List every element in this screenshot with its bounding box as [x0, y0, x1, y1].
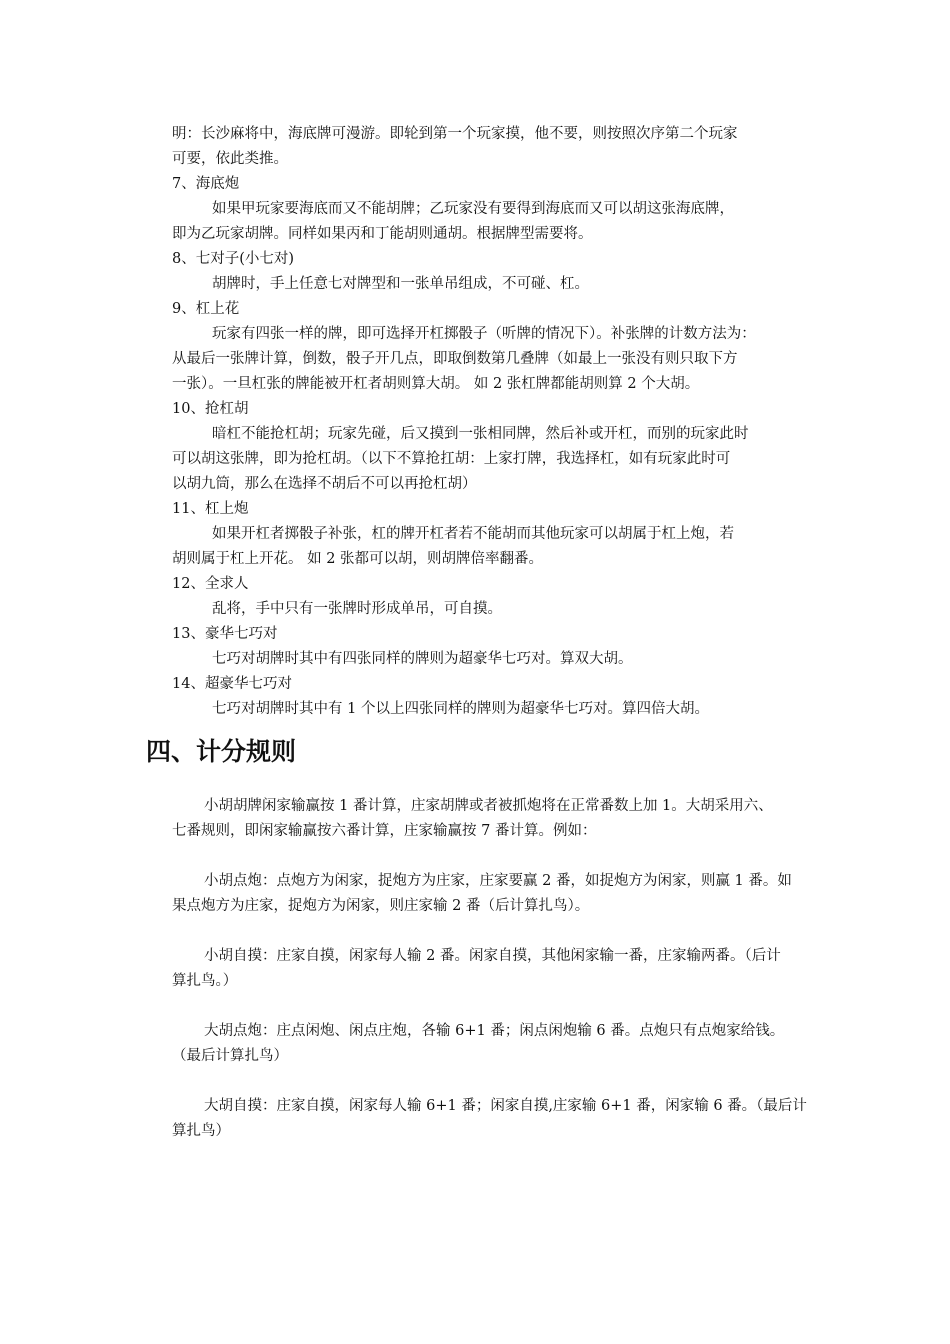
rule-title-11: 11、杠上炮 — [172, 501, 249, 517]
rule-title-8: 8、七对子(小七对) — [172, 251, 295, 267]
rule-title-14: 14、超豪华七巧对 — [172, 676, 292, 692]
scoring-para-5-line-1: 大胡自摸：庄家自摸，闲家每人输 6+1 番；闲家自摸,庄家输 6+1 番，闲家输 6 番。（最后计 — [204, 1098, 807, 1114]
scoring-para-2-line-2: 果点炮方为庄家，捉炮方为闲家，则庄家输 2 番（后计算扎鸟）。 — [172, 898, 590, 914]
scoring-para-5-line-2: 算扎鸟） — [172, 1123, 230, 1139]
scoring-para-4-line-2: （最后计算扎鸟） — [172, 1048, 288, 1064]
rule-text-9-line-1: 玩家有四张一样的牌，即可选择开杠掷骰子（听牌的情况下）。补张牌的计数方法为： — [212, 326, 756, 342]
rule-text-14-line-1: 七巧对胡牌时其中有 1 个以上四张同样的牌则为超豪华七巧对。算四倍大胡。 — [212, 701, 709, 717]
rule-text-11-line-2: 胡则属于杠上开花。 如 2 张都可以胡，则胡牌倍率翻番。 — [172, 551, 544, 567]
rule-text-10-line-2: 可以胡这张牌，即为抢杠胡。（以下不算抢扛胡：上家打牌，我选择杠，如有玩家此时可 — [172, 451, 731, 467]
rule-title-13: 13、豪华七巧对 — [172, 626, 278, 642]
scoring-para-2-line-1: 小胡点炮：点炮方为闲家，捉炮方为庄家，庄家要赢 2 番，如捉炮方为闲家，则赢 1 番。如 — [204, 873, 792, 889]
rule-text-11-line-1: 如果开杠者掷骰子补张，杠的牌开杠者若不能胡而其他玩家可以胡属于杠上炮，若 — [212, 526, 734, 542]
section-heading: 四、计分规则 — [146, 737, 297, 766]
intro-line-2: 可要，依此类推。 — [172, 151, 288, 167]
document-page — [146, 122, 812, 1144]
intro-line-1: 明：长沙麻将中，海底牌可漫游。即轮到第一个玩家摸，他不要，则按照次序第二个玩家 — [172, 126, 738, 142]
rule-title-9: 9、杠上花 — [172, 301, 240, 317]
scoring-para-4-line-1: 大胡点炮：庄点闲炮、闲点庄炮，各输 6+1 番；闲点闲炮输 6 番。点炮只有点炮家给钱。 — [204, 1023, 785, 1039]
scoring-para-1-line-1: 小胡胡牌闲家输赢按 1 番计算，庄家胡牌或者被抓炮将在正常番数上加 1。大胡采用六、 — [204, 798, 773, 814]
scoring-para-3-line-2: 算扎鸟。） — [172, 973, 238, 989]
rule-text-10-line-3: 以胡九筒，那么在选择不胡后不可以再抢杠胡） — [172, 476, 477, 492]
rule-text-7-line-1: 如果甲玩家要海底而又不能胡牌；乙玩家没有要得到海底而又可以胡这张海底牌， — [212, 201, 734, 217]
rule-text-9-line-3: 一张）。一旦杠张的牌能被开杠者胡则算大胡。 如 2 张杠牌都能胡则算 2 个大胡。 — [172, 376, 700, 392]
rule-text-8-line-1: 胡牌时，手上任意七对牌型和一张单吊组成，不可碰、杠。 — [212, 276, 589, 292]
rule-text-9-line-2: 从最后一张牌计算，倒数，骰子开几点，即取倒数第几叠牌（如最上一张没有则只取下方 — [172, 351, 738, 367]
rule-text-12-line-1: 乱将，手中只有一张牌时形成单吊，可自摸。 — [212, 601, 502, 617]
rule-text-10-line-1: 暗杠不能抢杠胡；玩家先碰，后又摸到一张相同牌，然后补或开杠，而别的玩家此时 — [212, 426, 749, 442]
rule-text-13-line-1: 七巧对胡牌时其中有四张同样的牌则为超豪华七巧对。算双大胡。 — [212, 651, 633, 667]
rule-text-7-line-2: 即为乙玩家胡牌。同样如果丙和丁能胡则通胡。根据牌型需要将。 — [172, 226, 593, 242]
scoring-para-1-line-2: 七番规则，即闲家输赢按六番计算，庄家输赢按 7 番计算。例如： — [172, 823, 597, 839]
rule-title-10: 10、抢杠胡 — [172, 401, 249, 417]
rule-title-7: 7、海底炮 — [172, 176, 240, 192]
scoring-para-3-line-1: 小胡自摸：庄家自摸，闲家每人输 2 番。闲家自摸，其他闲家输一番，庄家输两番。（后计 — [204, 948, 781, 964]
rule-title-12: 12、全求人 — [172, 576, 249, 592]
